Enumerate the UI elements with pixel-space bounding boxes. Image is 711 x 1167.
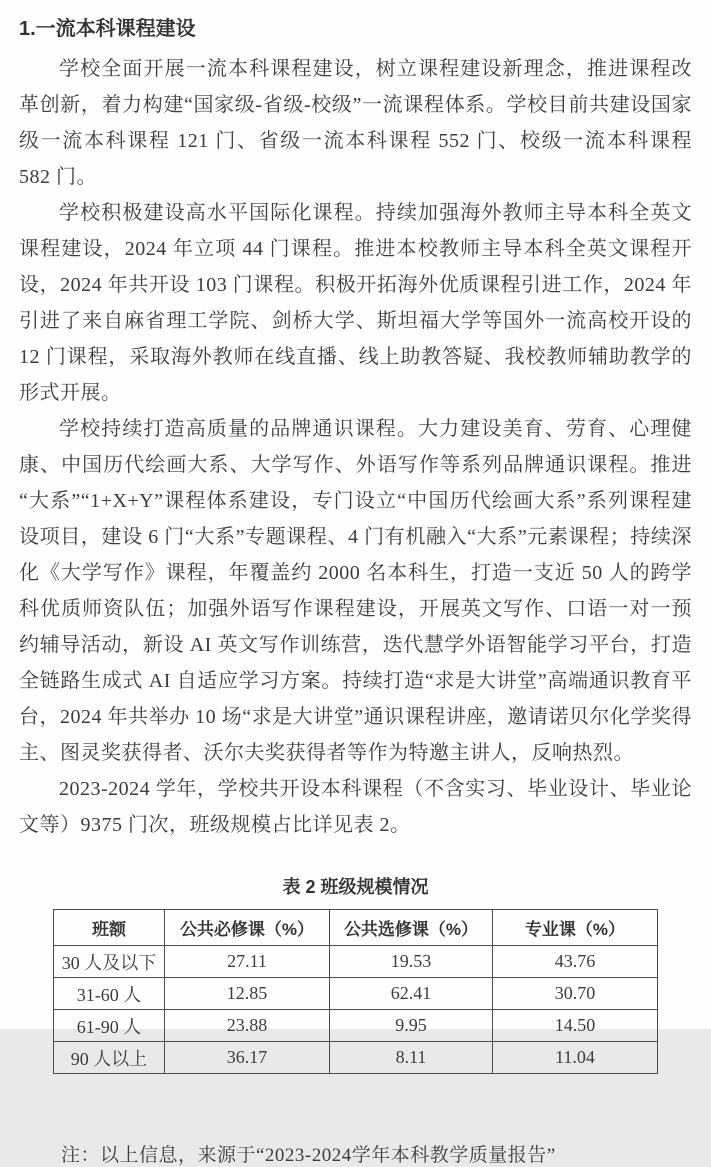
paragraph-course-totals: 2023-2024 学年，学校共开设本科课程（不含实习、毕业设计、毕业论文等）9375 门次，班级规模占比详见表 2。 — [19, 778, 692, 836]
cell-value: 14.50 — [493, 1010, 658, 1042]
cell-value: 62.41 — [330, 978, 493, 1010]
row-label: 30 人及以下 — [54, 946, 165, 978]
cell-value: 27.11 — [165, 946, 330, 978]
paragraph-international-courses: 学校积极建设高水平国际化课程。持续加强海外教师主导本科全英文课程建设，2024 年立项 44 门课程。推进本校教师主导本科全英文课程开设，2024 年共开设 103 门课程。积极开拓海外优质课程引进工作，2024 年引进了来自麻省理工学院、剑桥大学、斯坦福大学等国外一流高校开设的 12 门课程，采取海外教师在线直播、线上助教答疑、我校教师辅助教学的形式开展。 — [19, 202, 692, 404]
table-title: 表 2 班级规模情况 — [282, 877, 429, 897]
paragraph-general-education: 学校持续打造高质量的品牌通识课程。大力建设美育、劳育、心理健康、中国历代绘画大系、大学写作、外语写作等系列品牌通识课程。推进“大系”“1+X+Y”课程体系建设，专门设立“中国历代绘画大系”系列课程建设项目，建设 6 门“大系”专题课程、4 门有机融入“大系”元素课程；持续深化《大学写作》课程，年覆盖约 2000 名本科生，打造一支近 50 人的跨学科优质师资队伍；加强外语写作课程建设，开展英文写作、口语一对一预约辅导活动，新设 AI 英文写作训练营，迭代慧学外语智能学习平台，打造全链路生成式 AI 自适应学习方案。持续打造“求是大讲堂”高端通识教育平台，2024 年共举办 10 场“求是大讲堂”通识课程讲座，邀请诺贝尔化学奖得主、图灵奖获得者、沃尔夫奖获得者等作为特邀主讲人，反响热烈。 — [19, 418, 692, 764]
cell-value: 23.88 — [165, 1010, 330, 1042]
cell-value: 19.53 — [330, 946, 493, 978]
row-label: 90 人以上 — [54, 1042, 165, 1074]
cell-value: 43.76 — [493, 946, 658, 978]
cell-value: 30.70 — [493, 978, 658, 1010]
paragraph-course-system: 学校全面开展一流本科课程建设，树立课程建设新理念，推进课程改革创新，着力构建“国家级-省级-校级”一流课程体系。学校目前共建设国家级一流本科课程 121 门、省级一流本科课程 552 门、校级一流本科课程 582 门。 — [19, 58, 692, 188]
class-size-table — [53, 909, 658, 1074]
table-row — [54, 978, 658, 1010]
table-row — [54, 946, 658, 978]
table-header-row — [54, 910, 658, 946]
header-public-required: 公共必修课（%） — [165, 910, 330, 946]
row-label: 61-90 人 — [54, 1010, 165, 1042]
cell-value: 11.04 — [493, 1042, 658, 1074]
cell-value: 8.11 — [330, 1042, 493, 1074]
cell-value: 9.95 — [330, 1010, 493, 1042]
cell-value: 36.17 — [165, 1042, 330, 1074]
header-public-elective: 公共选修课（%） — [330, 910, 493, 946]
source-note: 注：以上信息，来源于“2023-2024学年本科教学质量报告” — [61, 1145, 556, 1166]
table-row — [54, 1042, 658, 1074]
cell-value: 12.85 — [165, 978, 330, 1010]
header-class-size: 班额 — [54, 910, 165, 946]
header-major-course: 专业课（%） — [493, 910, 658, 946]
section-heading: 1.一流本科课程建设 — [19, 18, 196, 40]
table-row — [54, 1010, 658, 1042]
row-label: 31-60 人 — [54, 978, 165, 1010]
